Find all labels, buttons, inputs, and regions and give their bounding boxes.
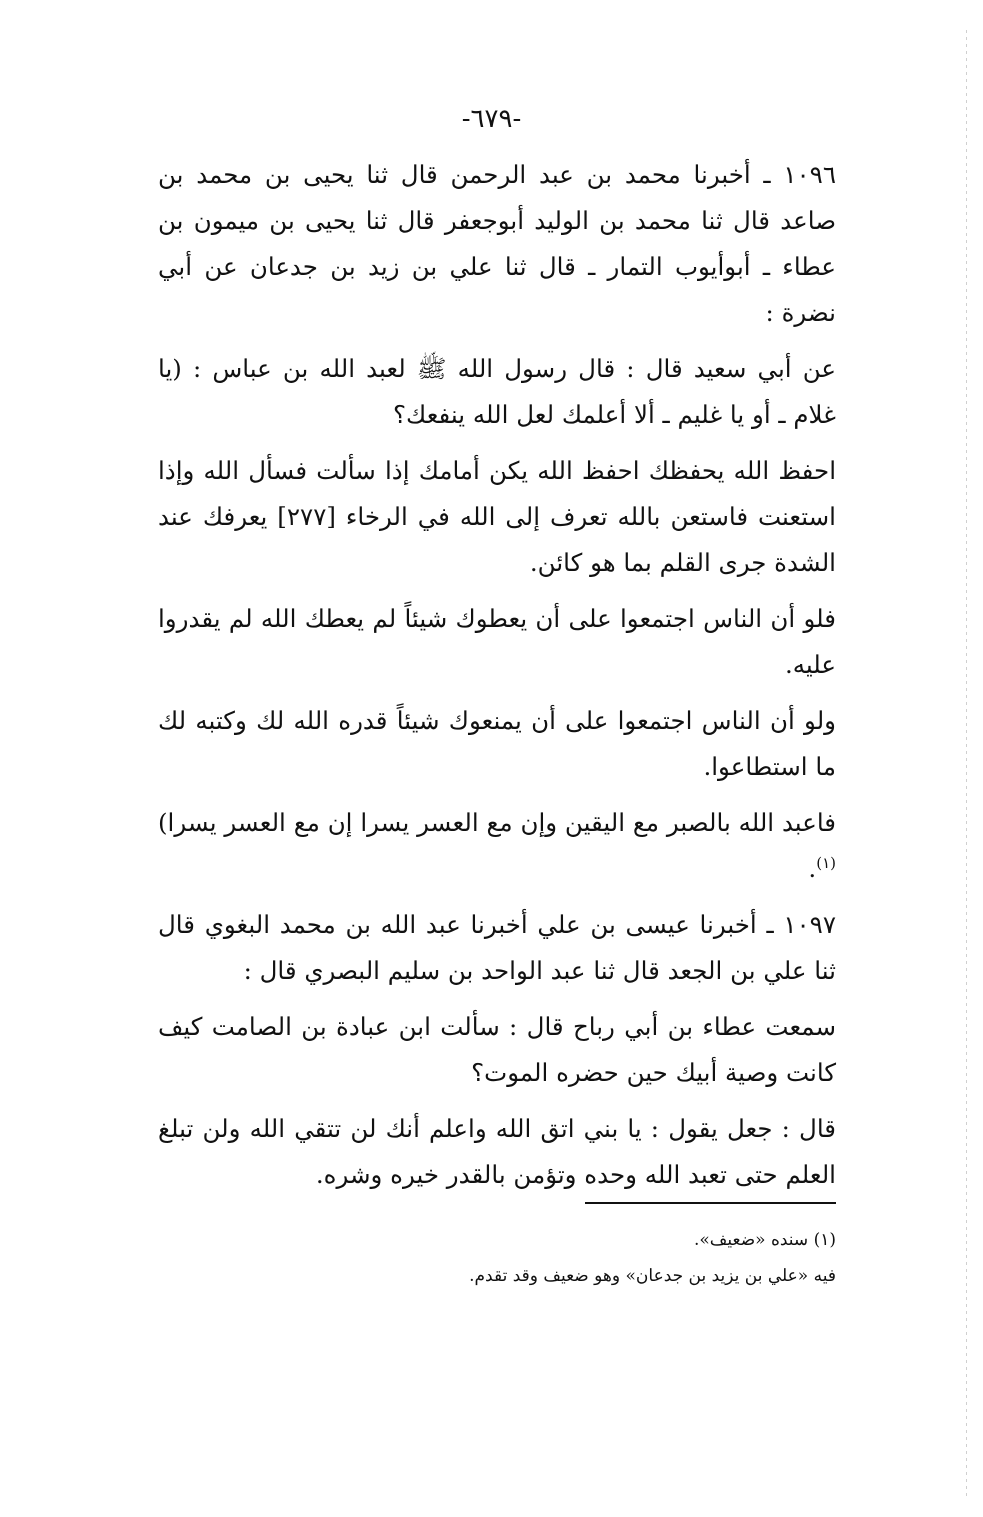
footnote-line: (١) سنده «ضعيف». — [694, 1230, 836, 1250]
page-number: -٦٧٩- — [461, 104, 522, 134]
paragraph: احفظ الله يحفظك احفظ الله يكن أمامك إذا سألت فسأل الله وإذا استعنت فاستعن بالله تعرف إلى الله في الرخاء [٢٧٧] يعرفك عند الشدة جرى القلم بما هو كائن. — [158, 456, 836, 577]
paragraph-hadith-1097: ١٠٩٧ ـ أخبرنا عيسى بن علي أخبرنا عبد الله بن محمد البغوي قال ثنا علي بن الجعد قال ثنا عبد الواحد بن سليم البصري قال : — [158, 910, 836, 985]
paragraph-end: . — [808, 854, 817, 883]
main-text — [158, 152, 836, 1208]
paragraph: ولو أن الناس اجتمعوا على أن يمنعوك شيئاً قدره الله لك وكتبه لك ما استطاعوا. — [158, 706, 836, 781]
paragraph: سمعت عطاء بن أبي رباح قال : سألت ابن عبادة بن الصامت كيف كانت وصية أبيك حين حضره الموت؟ — [158, 1012, 836, 1087]
paragraph: عن أبي سعيد قال : قال رسول الله ﷺ لعبد الله بن عباس : (يا غلام ـ أو يا غليم ـ ألا أعلمك لعل الله ينفعك؟ — [158, 354, 836, 429]
paragraph-hadith-1096: ١٠٩٦ ـ أخبرنا محمد بن عبد الرحمن قال ثنا يحيى بن محمد بن صاعد قال ثنا محمد بن الوليد أبوجعفر قال ثنا يحيى بن ميمون بن عطاء ـ أبوأيوب التمار ـ قال ثنا علي بن زيد بن جدعان عن أبي نضرة : — [158, 160, 836, 327]
footnote-line: فيه «علي بن يزيد بن جدعان» وهو ضعيف وقد تقدم. — [469, 1266, 836, 1286]
footnote-reference: (١) — [816, 853, 836, 872]
paragraph: قال : جعل يقول : يا بني اتق الله واعلم أنك لن تتقي الله ولن تبلغ العلم حتى تعبد الله وحده وتؤمن بالقدر خيره وشره. — [158, 1114, 836, 1189]
footnote-separator — [585, 1202, 836, 1204]
footnotes — [300, 1222, 836, 1294]
scan-edge-line — [966, 30, 967, 1500]
paragraph-text: فاعبد الله بالصبر مع اليقين وإن مع العسر يسرا إن مع العسر يسرا) — [158, 808, 836, 837]
paragraph: فلو أن الناس اجتمعوا على أن يعطوك شيئاً لم يعطك الله لم يقدروا عليه. — [158, 604, 836, 679]
paragraph-with-footnote — [158, 800, 836, 892]
